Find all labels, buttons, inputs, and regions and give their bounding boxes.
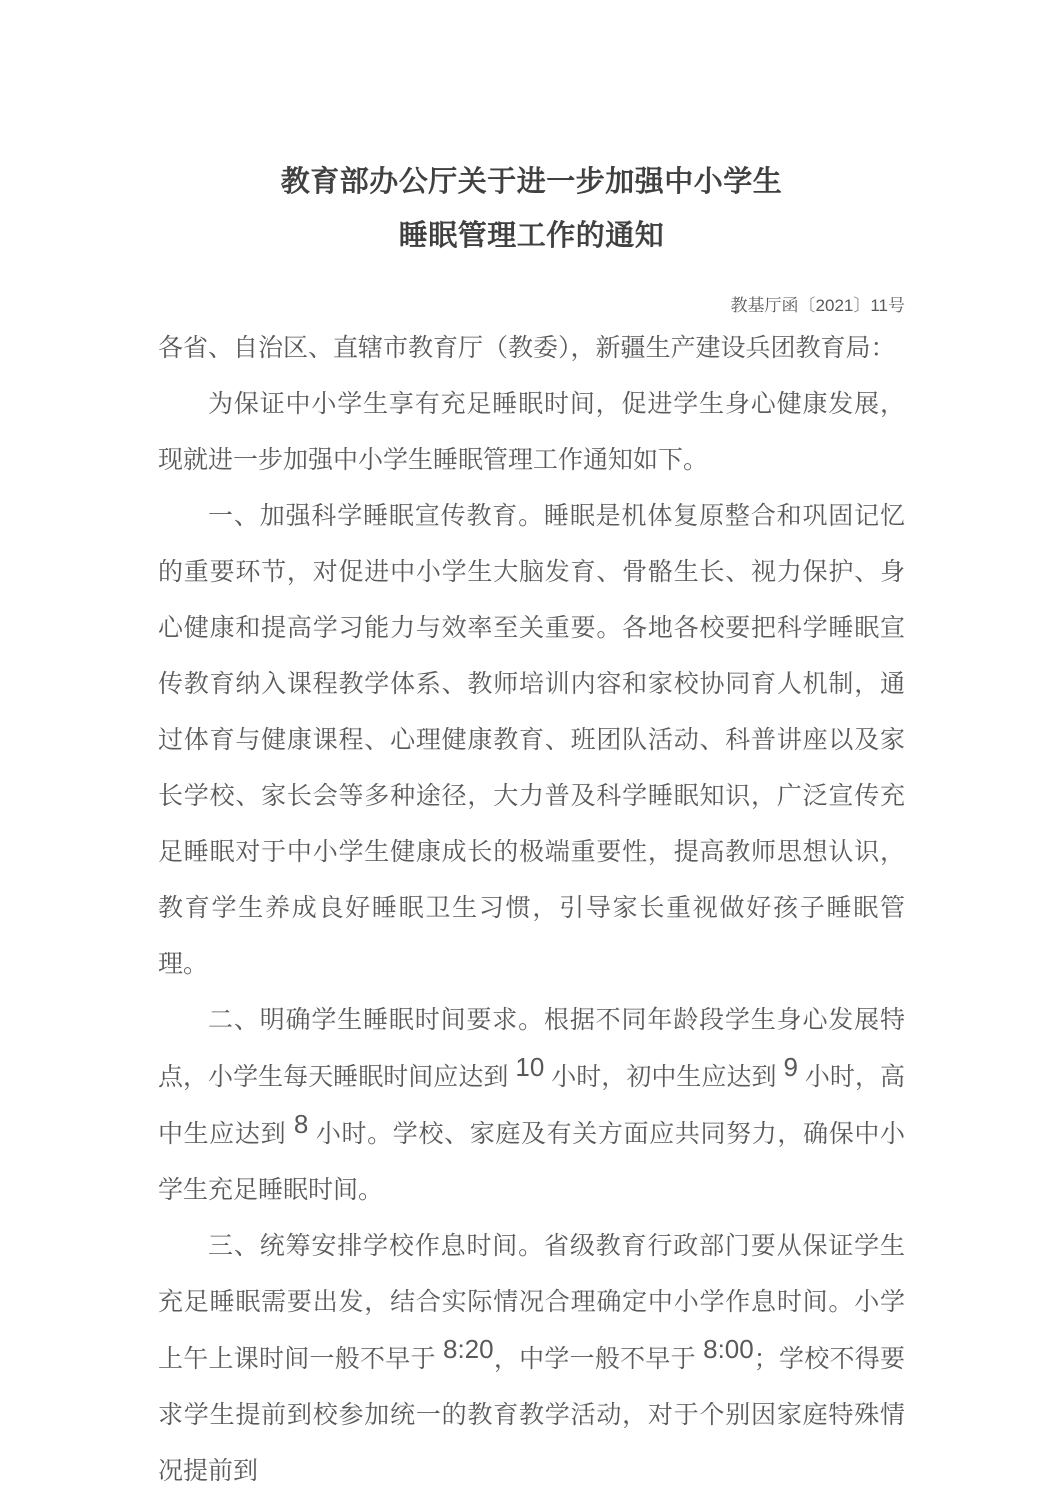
document-number: 教基厅函〔2021〕11号 xyxy=(730,296,905,315)
document-body xyxy=(158,320,905,1499)
numeric-value: 8 xyxy=(293,1109,309,1139)
document-content xyxy=(158,0,905,1499)
text-segment: ；学校不得要求学生提前到校参加统一的教育教学活动，对于个别因家庭特殊情况提前到 xyxy=(158,1345,905,1485)
numeric-value: 10 xyxy=(515,1052,545,1082)
text-segment: 三、统筹安排学校作息时间。省级教育行政部门要从保证学生充足睡眠需要出发，结合实际情况合理确定中小学作息时间。小学上午上课时间一般不早于 xyxy=(158,1232,905,1373)
paragraph xyxy=(158,320,905,376)
text-segment: 一、加强科学睡眠宣传教育。睡眠是机体复原整合和巩固记忆的重要环节，对促进中小学生大脑发育、骨骼生长、视力保护、身心健康和提高学习能力与效率至关重要。各地各校要把科学睡眠宣传教育纳入课程教学体系、教师培训内容和家校协同育人机制，通过体育与健康课程、心理健康教育、班团队活动、科普讲座以及家长学校、家长会等多种途径，大力普及科学睡眠知识，广泛宣传充足睡眠对于中小学生健康成长的极端重要性，提高教师思想认识，教育学生养成良好睡眠卫生习惯，引导家长重视做好孩子睡眠管理。 xyxy=(158,502,905,978)
title-line-2: 睡眠管理工作的通知 xyxy=(398,220,665,252)
text-segment: 小时，高中生应达到 xyxy=(158,1063,905,1148)
paragraph xyxy=(158,376,905,488)
text-segment: 小时。学校、家庭及有关方面应共同努力，确保中小学生充足睡眠时间。 xyxy=(158,1120,906,1204)
text-segment: 小时，初中生应达到 xyxy=(544,1063,784,1091)
numeric-value: 9 xyxy=(783,1052,798,1082)
numeric-value: 8:00 xyxy=(703,1334,754,1364)
document-title xyxy=(158,155,905,263)
paragraph xyxy=(158,1218,905,1499)
paragraph xyxy=(158,992,905,1218)
text-segment: ，中学一般不早于 xyxy=(493,1345,704,1373)
text-segment: 为保证中小学生享有充足睡眠时间，促进学生身心健康发展，现就进一步加强中小学生睡眠管理工作通知如下。 xyxy=(158,390,905,474)
title-line-1: 教育部办公厅关于进一步加强中小学生 xyxy=(280,166,783,198)
text-segment: 二、明确学生睡眠时间要求。根据不同年龄段学生身心发展特点，小学生每天睡眠时间应达到 xyxy=(158,1006,905,1091)
paragraph xyxy=(158,488,905,992)
text-segment: 各省、自治区、直辖市教育厅（教委），新疆生产建设兵团教育局： xyxy=(158,334,896,362)
numeric-value: 8:20 xyxy=(443,1334,494,1364)
